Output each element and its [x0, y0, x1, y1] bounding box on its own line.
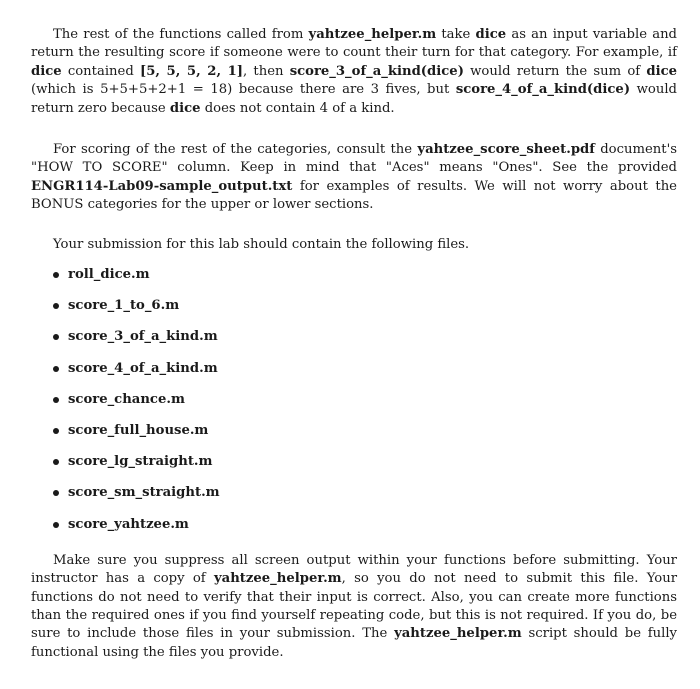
file-name: score_4_of_a_kind.m — [68, 360, 218, 376]
file-name: score_1_to_6.m — [68, 298, 180, 314]
paragraph-submission-intro: Your submission for this lab should contain the following files. — [53, 236, 470, 252]
text-run: for examples of results. We will not worry about the BONUS categories for the upper or lower sections. — [31, 178, 677, 213]
list-item — [53, 328, 677, 359]
text-run: , so you do not need to submit this file. Your functions do not need to verify that their input is correct. Also, you can create more functions than the required ones if you find yourself repeating code, but this is not required. If you do, be sure to include those files in your submission. The — [31, 571, 677, 642]
text-run: document's "HOW TO SCORE" column. Keep in mind that "Aces" means "Ones". See the provided — [31, 142, 677, 176]
bullet-icon — [53, 522, 59, 528]
text-run: Make sure you suppress all screen output within your functions before submitting. Your instructor has a copy of — [31, 552, 677, 587]
list-item — [53, 297, 677, 328]
file-name: roll_dice.m — [68, 267, 150, 283]
function-call-score-4-of-a-kind: score_4_of_a_kind(dice) — [455, 82, 631, 98]
submission-file-list — [53, 266, 677, 547]
text-run: For scoring of the rest of the categories, consult the — [53, 142, 418, 158]
file-name: score_sm_straight.m — [68, 485, 220, 501]
bullet-icon — [53, 428, 59, 434]
text-run: The rest of the functions called from — [53, 27, 309, 42]
text-run: script should be fully functional using the files you provide. — [31, 626, 678, 660]
list-item — [53, 484, 677, 515]
function-call-score-3-of-a-kind: score_3_of_a_kind(dice) — [289, 63, 464, 79]
text-run: contained — [61, 63, 140, 79]
text-run: does not contain 4 of a kind. — [200, 100, 395, 116]
variable-dice: dice — [646, 63, 677, 79]
list-item — [53, 391, 677, 422]
list-item — [53, 453, 677, 484]
list-item — [53, 516, 677, 547]
bullet-icon — [53, 334, 59, 340]
text-run: would return zero because — [31, 82, 677, 116]
text-run: , then — [243, 63, 290, 79]
paragraph-submission-instructions — [31, 552, 677, 662]
list-item — [53, 422, 677, 453]
list-item — [53, 360, 677, 391]
variable-dice: dice — [475, 27, 507, 42]
dice-example-array: [5, 5, 5, 2, 1] — [139, 63, 244, 79]
filename-yahtzee-helper: yahtzee_helper.m — [308, 27, 437, 42]
bullet-icon — [53, 397, 59, 403]
variable-dice: dice — [169, 100, 201, 116]
filename-score-sheet-pdf: yahtzee_score_sheet.pdf — [417, 142, 595, 158]
file-name: score_full_house.m — [68, 423, 209, 438]
text-run: would return the sum of — [463, 63, 647, 79]
paragraph-scoring-reference — [31, 141, 677, 215]
bullet-icon — [53, 490, 59, 496]
file-name: score_lg_straight.m — [68, 454, 213, 470]
file-name: score_3_of_a_kind.m — [68, 329, 218, 345]
bullet-icon — [53, 272, 59, 278]
bullet-icon — [53, 303, 59, 309]
filename-yahtzee-helper: yahtzee_helper.m — [394, 626, 522, 642]
text-run: take — [436, 27, 476, 42]
list-item — [53, 266, 677, 297]
file-name: score_yahtzee.m — [68, 516, 189, 532]
variable-dice: dice — [31, 63, 62, 79]
filename-yahtzee-helper: yahtzee_helper.m — [213, 571, 342, 587]
bullet-icon — [53, 366, 59, 372]
text-run: (which is 5+5+5+2+1 = 18) because there are 3 fives, but — [31, 82, 456, 98]
text-run: as an input variable and return the resulting score if someone were to count their turn for that category. For example, if — [31, 27, 677, 61]
bullet-icon — [53, 459, 59, 465]
file-name: score_chance.m — [68, 391, 185, 407]
filename-sample-output: ENGR114-Lab09-sample_output.txt — [31, 178, 293, 194]
paragraph-functions-description — [31, 26, 677, 118]
